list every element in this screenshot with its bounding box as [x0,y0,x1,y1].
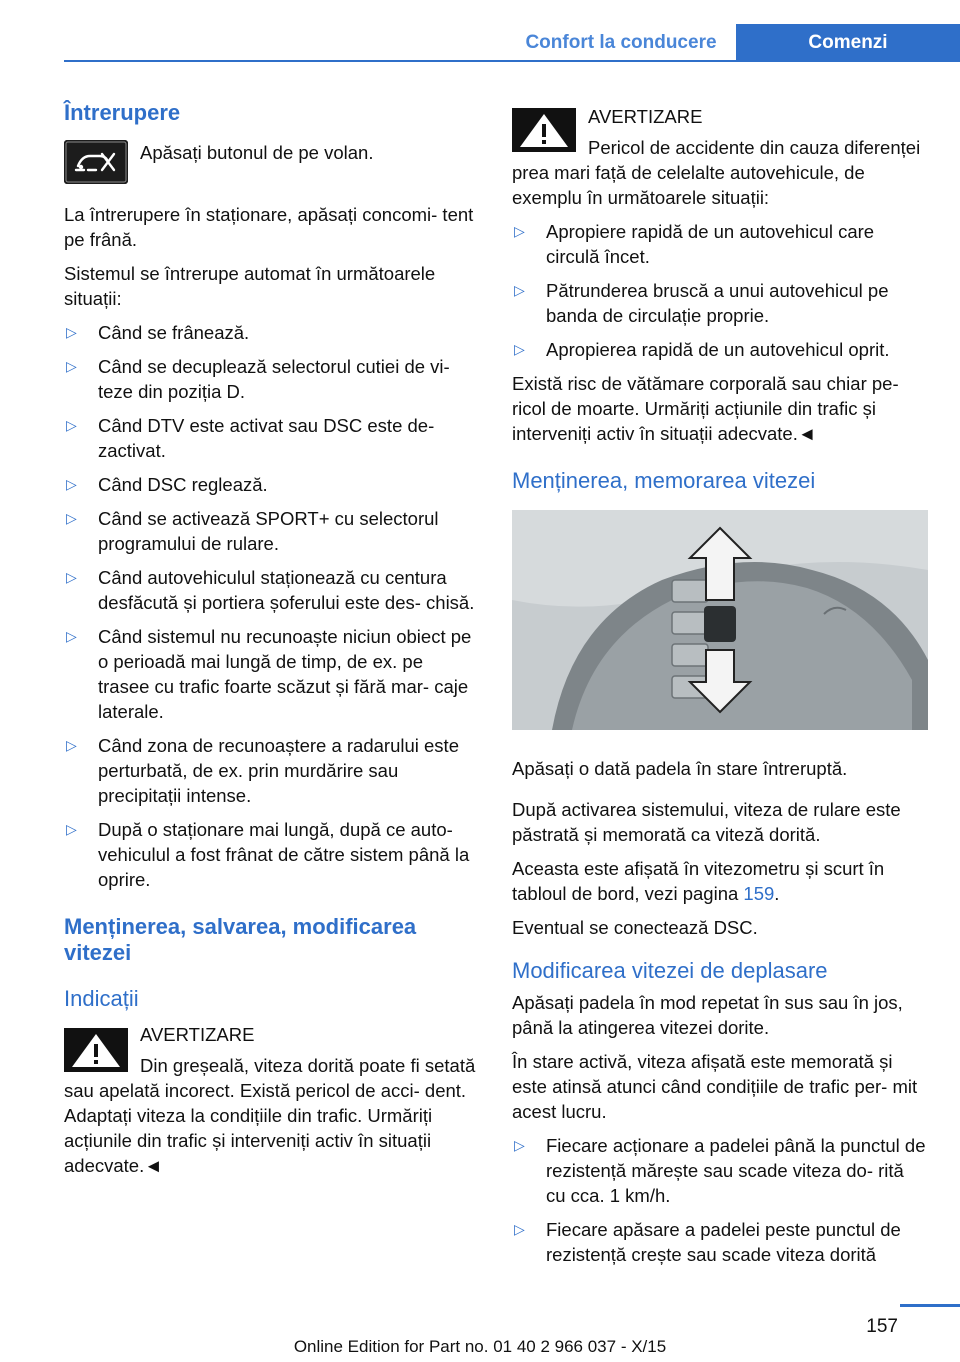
list-arrow-icon: ▷ [66,476,77,492]
list-arrow-icon: ▷ [514,223,525,239]
right-column [512,104,926,1276]
warning-box-distance [512,104,926,210]
warning-text: Din greșeală, viteza dorită poate fi setată sau apelată incorect. Există pericol de acci‐ dent. Adaptați viteza la condițiile din trafic. Urmăriți acțiunile din trafic și interveniți activ în situații adecvate.◄ [64,1055,476,1176]
left-column [64,100,478,1178]
press-button-text: Apăsați butonul de pe volan. [140,142,374,163]
heading-intrerupere: Întrerupere [64,100,181,125]
steering-wheel-button-icon [64,140,128,184]
heading-modificarea: Modificarea vitezei de deplasare [512,958,828,983]
paragraph-active-state: În stare activă, viteza afișată este memorată și este atinsă atunci când condițiile de trafic per‐ mit acest lucru. [512,1051,918,1122]
auto-stop-list [64,320,478,892]
list-item: ▷ Când se decuplează selectorul cutiei de vi‐ teze din poziția D. [66,356,450,402]
warning-triangle-icon [64,1028,128,1072]
paragraph-display: Aceasta este afișată în vitezometru și scurt în tabloul de bord, vezi pagina 159. [512,858,885,904]
list-arrow-icon: ▷ [514,1137,525,1153]
header-section-tab: Confort la conducere [525,32,717,53]
warning-title: AVERTIZARE [140,1024,255,1045]
warning-triangle-icon [512,108,576,152]
list-item: ▷ Pătrunderea bruscă a unui autovehicul pe banda de circulație proprie. [514,280,889,326]
page-link[interactable]: 159 [743,883,775,904]
paragraph-auto-stop: Sistemul se întrerupe automat în următoarele situații: [64,263,436,309]
list-item: ▷ Apropierea rapidă de un autovehicul oprit. [514,339,890,360]
warning-box-speed [64,1022,478,1178]
paragraph-press-repeat: Apăsați padela în mod repetat în sus sau în jos, până la atingerea vitezei dorite. [512,992,903,1038]
list-arrow-icon: ▷ [66,417,77,433]
heading-memorare: Menținerea, memorarea vitezei [512,468,816,493]
heading-mentinerea-salvarea: Menținerea, salvarea, modificarea vitezei [64,914,417,965]
paragraph-after-activation: După activarea sistemului, viteza de rulare este păstrată și memorată ca viteză dorită. [512,799,901,845]
list-item: ▷ Când sistemul nu recunoaște niciun obiect pe o perioadă mai lungă de timp, de ex. pe trasee cu trafic foarte scăzut și fără mar‐ caje laterale. [66,626,472,722]
list-item: ▷ După o staționare mai lungă, după ce auto‐ vehiculul a fost frânat de către sistem până la oprire. [66,819,470,890]
list-item: ▷ Când se frânează. [66,322,250,343]
list-item: ▷ Fiecare acționare a padelei până la punctul de rezistență mărește sau scade viteza do‐ rită cu cca. 1 km/h. [514,1135,926,1206]
warning-situation-list [512,219,926,362]
page-number: 157 [866,1316,898,1337]
list-item: ▷ Când autovehiculul staționează cu centura desfăcută și portiera șoferului este des‐ chisă. [66,567,475,613]
list-item: ▷ Când DTV este activat sau DSC este de‐ zactivat. [66,415,435,461]
heading-indicatii: Indicații [64,986,139,1011]
footer-edition [0,1337,960,1357]
list-arrow-icon: ▷ [66,569,77,585]
paragraph-stop-brake: La întrerupere în staționare, apăsați concomi‐ tent pe frână. [64,204,474,250]
paragraph-dsc: Eventual se conectează DSC. [512,917,758,938]
header-rule [64,60,960,62]
paragraph-press-once: Apăsați o dată padela în stare întreruptă. [512,758,848,779]
list-arrow-icon: ▷ [66,510,77,526]
list-arrow-icon: ▷ [514,282,525,298]
list-arrow-icon: ▷ [66,324,77,340]
button-instruction [64,140,478,190]
list-item: ▷ Apropiere rapidă de un autovehicul care circulă încet. [514,221,875,267]
steering-wheel-paddle-image [512,510,928,730]
warning-title: AVERTIZARE [588,106,703,127]
list-arrow-icon: ▷ [514,341,525,357]
warning-text: Pericol de accidente din cauza diferenței prea mari față de celelalte autovehicule, de exemplu în următoarele situații: [512,137,921,208]
list-item: ▷ Când DSC reglează. [66,474,268,495]
list-arrow-icon: ▷ [66,737,77,753]
list-arrow-icon: ▷ [66,358,77,374]
speed-change-list [512,1133,926,1267]
list-arrow-icon: ▷ [514,1221,525,1237]
paragraph-risk: Există risc de vătămare corporală sau chiar pe‐ ricol de moarte. Urmăriți acțiunile din trafic și interveniți activ în situații adecvate.◄ [512,373,899,444]
list-item: ▷ Când se activează SPORT+ cu selectorul programului de rulare. [66,508,439,554]
list-arrow-icon: ▷ [66,628,77,644]
list-item: ▷ Fiecare apăsare a padelei peste punctul de rezistență crește sau scade viteza dorită [514,1219,901,1265]
footer-edition-text: Online Edition for Part no. 01 40 2 966 037 - X/15 [293,1337,667,1356]
header-chapter-tab: Comenzi [736,24,960,62]
list-arrow-icon: ▷ [66,821,77,837]
page-number-rule [900,1304,960,1307]
list-item: ▷ Când zona de recunoaștere a radarului este perturbată, de ex. prin murdărire sau precipitații intense. [66,735,459,806]
